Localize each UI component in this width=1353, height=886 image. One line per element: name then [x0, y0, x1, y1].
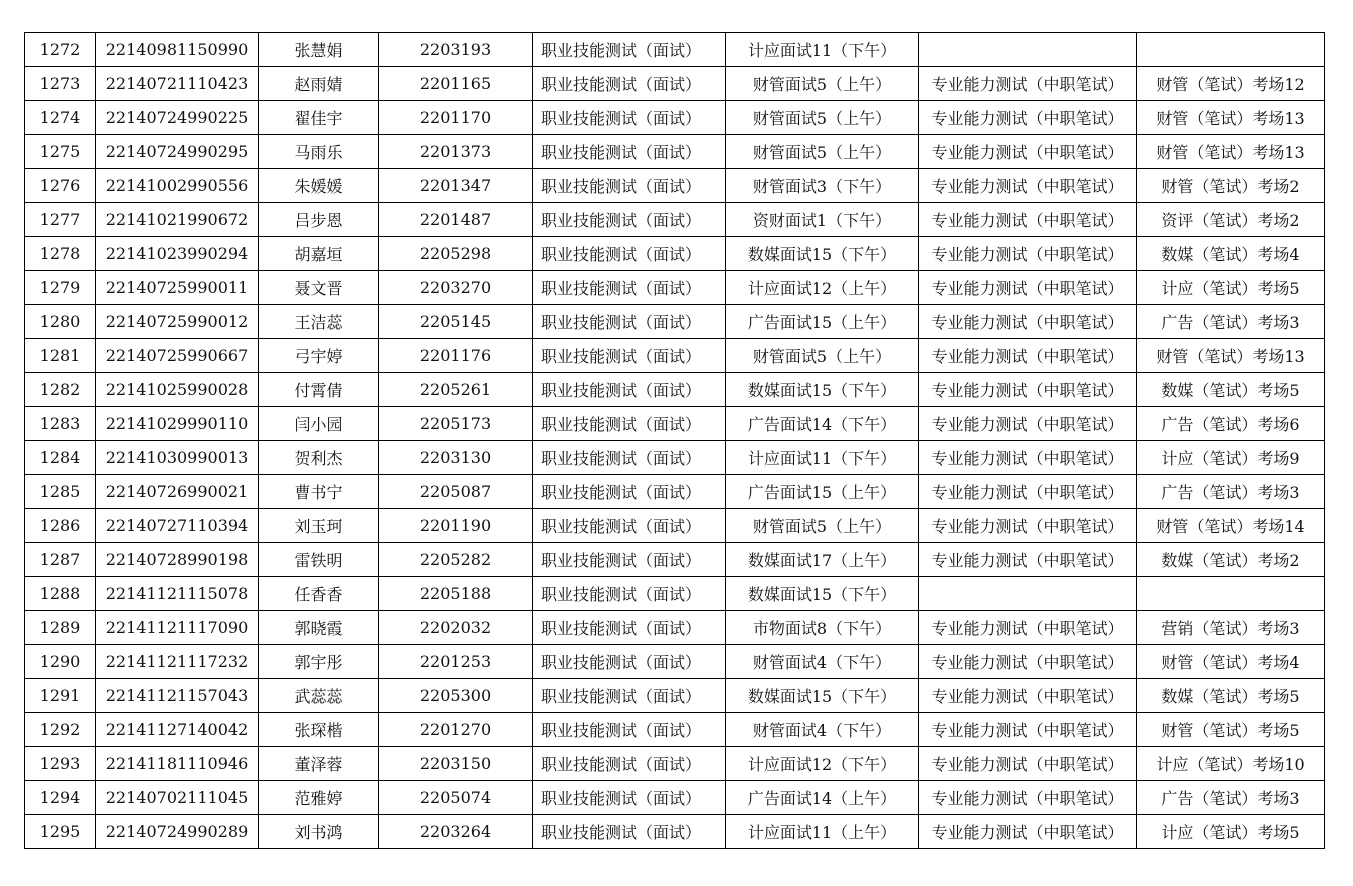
candidate-number-cell: 22140724990225	[96, 101, 259, 135]
seq-cell: 1276	[25, 169, 96, 203]
test2-subject-cell: 专业能力测试（中职笔试）	[919, 135, 1137, 169]
candidate-number-cell: 22141121117090	[96, 611, 259, 645]
name-cell: 武蕊蕊	[259, 679, 379, 713]
table-row	[25, 203, 1325, 237]
test1-room-cell: 数媒面试15（下午）	[726, 577, 919, 611]
test1-room-cell: 财管面试5（上午）	[726, 67, 919, 101]
test2-room-cell: 营销（笔试）考场3	[1137, 611, 1325, 645]
name-cell: 张慧娟	[259, 33, 379, 67]
ticket-number-cell: 2205300	[379, 679, 533, 713]
table-row	[25, 645, 1325, 679]
name-cell: 曹书宁	[259, 475, 379, 509]
table-row	[25, 407, 1325, 441]
test2-room-cell	[1137, 33, 1325, 67]
test2-subject-cell: 专业能力测试（中职笔试）	[919, 237, 1137, 271]
test2-subject-cell	[919, 577, 1137, 611]
test1-subject-cell: 职业技能测试（面试）	[533, 101, 726, 135]
name-cell: 董泽蓉	[259, 747, 379, 781]
candidate-number-cell: 22141030990013	[96, 441, 259, 475]
test2-room-cell: 计应（笔试）考场9	[1137, 441, 1325, 475]
ticket-number-cell: 2203270	[379, 271, 533, 305]
test1-room-cell: 数媒面试15（下午）	[726, 373, 919, 407]
name-cell: 雷铁明	[259, 543, 379, 577]
ticket-number-cell: 2201253	[379, 645, 533, 679]
name-cell: 任香香	[259, 577, 379, 611]
seq-cell: 1288	[25, 577, 96, 611]
test2-room-cell: 财管（笔试）考场13	[1137, 101, 1325, 135]
ticket-number-cell: 2203264	[379, 815, 533, 849]
candidate-number-cell: 22140724990289	[96, 815, 259, 849]
test1-room-cell: 广告面试14（上午）	[726, 781, 919, 815]
table-row	[25, 101, 1325, 135]
seq-cell: 1294	[25, 781, 96, 815]
ticket-number-cell: 2205074	[379, 781, 533, 815]
test1-subject-cell: 职业技能测试（面试）	[533, 169, 726, 203]
test2-room-cell: 财管（笔试）考场13	[1137, 135, 1325, 169]
seq-cell: 1291	[25, 679, 96, 713]
name-cell: 赵雨婧	[259, 67, 379, 101]
ticket-number-cell: 2202032	[379, 611, 533, 645]
test1-room-cell: 市物面试8（下午）	[726, 611, 919, 645]
test1-subject-cell: 职业技能测试（面试）	[533, 509, 726, 543]
ticket-number-cell: 2205145	[379, 305, 533, 339]
test2-room-cell: 财管（笔试）考场14	[1137, 509, 1325, 543]
test1-subject-cell: 职业技能测试（面试）	[533, 305, 726, 339]
candidate-number-cell: 22140981150990	[96, 33, 259, 67]
test2-subject-cell: 专业能力测试（中职笔试）	[919, 543, 1137, 577]
candidate-number-cell: 22140702111045	[96, 781, 259, 815]
candidate-number-cell: 22141021990672	[96, 203, 259, 237]
test2-subject-cell: 专业能力测试（中职笔试）	[919, 679, 1137, 713]
ticket-number-cell: 2205261	[379, 373, 533, 407]
test1-room-cell: 数媒面试17（上午）	[726, 543, 919, 577]
ticket-number-cell: 2205087	[379, 475, 533, 509]
seq-cell: 1284	[25, 441, 96, 475]
table-row	[25, 713, 1325, 747]
test2-room-cell: 广告（笔试）考场3	[1137, 475, 1325, 509]
test1-subject-cell: 职业技能测试（面试）	[533, 135, 726, 169]
candidate-number-cell: 22141023990294	[96, 237, 259, 271]
test2-subject-cell: 专业能力测试（中职笔试）	[919, 169, 1137, 203]
test1-room-cell: 计应面试11（下午）	[726, 33, 919, 67]
candidate-number-cell: 22140724990295	[96, 135, 259, 169]
test2-room-cell: 计应（笔试）考场5	[1137, 271, 1325, 305]
test2-room-cell: 计应（笔试）考场10	[1137, 747, 1325, 781]
test2-room-cell: 数媒（笔试）考场4	[1137, 237, 1325, 271]
seq-cell: 1273	[25, 67, 96, 101]
seq-cell: 1287	[25, 543, 96, 577]
test1-subject-cell: 职业技能测试（面试）	[533, 645, 726, 679]
test2-subject-cell: 专业能力测试（中职笔试）	[919, 441, 1137, 475]
seq-cell: 1282	[25, 373, 96, 407]
name-cell: 聂文晋	[259, 271, 379, 305]
ticket-number-cell: 2201373	[379, 135, 533, 169]
test1-subject-cell: 职业技能测试（面试）	[533, 713, 726, 747]
seq-cell: 1279	[25, 271, 96, 305]
seq-cell: 1278	[25, 237, 96, 271]
candidate-number-cell: 22140725990011	[96, 271, 259, 305]
ticket-number-cell: 2201347	[379, 169, 533, 203]
test2-subject-cell	[919, 33, 1137, 67]
test2-subject-cell: 专业能力测试（中职笔试）	[919, 645, 1137, 679]
name-cell: 刘书鸿	[259, 815, 379, 849]
test2-room-cell: 数媒（笔试）考场2	[1137, 543, 1325, 577]
test2-subject-cell: 专业能力测试（中职笔试）	[919, 407, 1137, 441]
test1-room-cell: 广告面试15（上午）	[726, 305, 919, 339]
test2-subject-cell: 专业能力测试（中职笔试）	[919, 713, 1137, 747]
name-cell: 吕步恩	[259, 203, 379, 237]
test1-subject-cell: 职业技能测试（面试）	[533, 33, 726, 67]
candidate-number-cell: 22140728990198	[96, 543, 259, 577]
table-row	[25, 339, 1325, 373]
candidate-number-cell: 22141181110946	[96, 747, 259, 781]
test1-subject-cell: 职业技能测试（面试）	[533, 543, 726, 577]
name-cell: 王洁蕊	[259, 305, 379, 339]
table-row	[25, 169, 1325, 203]
test2-subject-cell: 专业能力测试（中职笔试）	[919, 611, 1137, 645]
name-cell: 张琛楷	[259, 713, 379, 747]
candidate-number-cell: 22140726990021	[96, 475, 259, 509]
seq-cell: 1274	[25, 101, 96, 135]
test1-room-cell: 财管面试5（上午）	[726, 135, 919, 169]
test1-subject-cell: 职业技能测试（面试）	[533, 67, 726, 101]
ticket-number-cell: 2201270	[379, 713, 533, 747]
seq-cell: 1275	[25, 135, 96, 169]
table-body	[25, 33, 1325, 849]
test2-subject-cell: 专业能力测试（中职笔试）	[919, 339, 1137, 373]
table-row	[25, 815, 1325, 849]
ticket-number-cell: 2201170	[379, 101, 533, 135]
ticket-number-cell: 2201190	[379, 509, 533, 543]
ticket-number-cell: 2205298	[379, 237, 533, 271]
test1-room-cell: 财管面试4（下午）	[726, 645, 919, 679]
table-row	[25, 237, 1325, 271]
name-cell: 郭宇彤	[259, 645, 379, 679]
candidate-number-cell: 22140725990012	[96, 305, 259, 339]
seq-cell: 1295	[25, 815, 96, 849]
ticket-number-cell: 2205173	[379, 407, 533, 441]
seq-cell: 1280	[25, 305, 96, 339]
test2-subject-cell: 专业能力测试（中职笔试）	[919, 305, 1137, 339]
test1-room-cell: 广告面试15（上午）	[726, 475, 919, 509]
test1-room-cell: 计应面试12（下午）	[726, 747, 919, 781]
ticket-number-cell: 2203130	[379, 441, 533, 475]
candidate-number-cell: 22141127140042	[96, 713, 259, 747]
ticket-number-cell: 2205188	[379, 577, 533, 611]
test2-room-cell	[1137, 577, 1325, 611]
candidate-number-cell: 22141002990556	[96, 169, 259, 203]
test1-room-cell: 计应面试11（下午）	[726, 441, 919, 475]
test2-room-cell: 资评（笔试）考场2	[1137, 203, 1325, 237]
ticket-number-cell: 2201176	[379, 339, 533, 373]
test1-room-cell: 计应面试11（上午）	[726, 815, 919, 849]
candidate-number-cell: 22141121115078	[96, 577, 259, 611]
test1-room-cell: 财管面试5（上午）	[726, 339, 919, 373]
table-row	[25, 543, 1325, 577]
test2-room-cell: 财管（笔试）考场12	[1137, 67, 1325, 101]
ticket-number-cell: 2201165	[379, 67, 533, 101]
test2-subject-cell: 专业能力测试（中职笔试）	[919, 509, 1137, 543]
test1-subject-cell: 职业技能测试（面试）	[533, 373, 726, 407]
test2-room-cell: 数媒（笔试）考场5	[1137, 373, 1325, 407]
name-cell: 翟佳宇	[259, 101, 379, 135]
test2-room-cell: 财管（笔试）考场13	[1137, 339, 1325, 373]
name-cell: 弓宇婷	[259, 339, 379, 373]
table-row	[25, 747, 1325, 781]
exam-schedule-table	[24, 32, 1325, 849]
seq-cell: 1286	[25, 509, 96, 543]
name-cell: 郭晓霞	[259, 611, 379, 645]
test1-subject-cell: 职业技能测试（面试）	[533, 781, 726, 815]
seq-cell: 1293	[25, 747, 96, 781]
name-cell: 胡嘉垣	[259, 237, 379, 271]
seq-cell: 1290	[25, 645, 96, 679]
table-row	[25, 475, 1325, 509]
candidate-number-cell: 22141025990028	[96, 373, 259, 407]
test1-room-cell: 计应面试12（上午）	[726, 271, 919, 305]
test1-room-cell: 财管面试5（上午）	[726, 509, 919, 543]
seq-cell: 1277	[25, 203, 96, 237]
test2-subject-cell: 专业能力测试（中职笔试）	[919, 67, 1137, 101]
candidate-number-cell: 22140721110423	[96, 67, 259, 101]
test1-subject-cell: 职业技能测试（面试）	[533, 611, 726, 645]
test1-subject-cell: 职业技能测试（面试）	[533, 577, 726, 611]
test2-room-cell: 财管（笔试）考场4	[1137, 645, 1325, 679]
test1-room-cell: 广告面试14（下午）	[726, 407, 919, 441]
test1-subject-cell: 职业技能测试（面试）	[533, 475, 726, 509]
table-row	[25, 271, 1325, 305]
test2-room-cell: 财管（笔试）考场5	[1137, 713, 1325, 747]
test2-room-cell: 数媒（笔试）考场5	[1137, 679, 1325, 713]
table-row	[25, 509, 1325, 543]
seq-cell: 1289	[25, 611, 96, 645]
name-cell: 闫小园	[259, 407, 379, 441]
name-cell: 马雨乐	[259, 135, 379, 169]
test2-subject-cell: 专业能力测试（中职笔试）	[919, 373, 1137, 407]
name-cell: 刘玉珂	[259, 509, 379, 543]
test1-subject-cell: 职业技能测试（面试）	[533, 407, 726, 441]
test1-room-cell: 数媒面试15（下午）	[726, 679, 919, 713]
test1-subject-cell: 职业技能测试（面试）	[533, 747, 726, 781]
test2-subject-cell: 专业能力测试（中职笔试）	[919, 781, 1137, 815]
seq-cell: 1292	[25, 713, 96, 747]
test2-subject-cell: 专业能力测试（中职笔试）	[919, 203, 1137, 237]
test1-subject-cell: 职业技能测试（面试）	[533, 679, 726, 713]
seq-cell: 1272	[25, 33, 96, 67]
test1-subject-cell: 职业技能测试（面试）	[533, 815, 726, 849]
candidate-number-cell: 22140725990667	[96, 339, 259, 373]
test2-subject-cell: 专业能力测试（中职笔试）	[919, 815, 1137, 849]
ticket-number-cell: 2203193	[379, 33, 533, 67]
test2-room-cell: 广告（笔试）考场3	[1137, 305, 1325, 339]
test2-room-cell: 广告（笔试）考场6	[1137, 407, 1325, 441]
candidate-number-cell: 22141121157043	[96, 679, 259, 713]
seq-cell: 1283	[25, 407, 96, 441]
test2-room-cell: 计应（笔试）考场5	[1137, 815, 1325, 849]
ticket-number-cell: 2205282	[379, 543, 533, 577]
test1-room-cell: 数媒面试15（下午）	[726, 237, 919, 271]
name-cell: 朱媛媛	[259, 169, 379, 203]
table-row	[25, 67, 1325, 101]
test1-room-cell: 财管面试3（下午）	[726, 169, 919, 203]
test1-subject-cell: 职业技能测试（面试）	[533, 271, 726, 305]
table-row	[25, 373, 1325, 407]
candidate-number-cell: 22140727110394	[96, 509, 259, 543]
test2-subject-cell: 专业能力测试（中职笔试）	[919, 271, 1137, 305]
test2-subject-cell: 专业能力测试（中职笔试）	[919, 101, 1137, 135]
test2-room-cell: 财管（笔试）考场2	[1137, 169, 1325, 203]
candidate-number-cell: 22141121117232	[96, 645, 259, 679]
seq-cell: 1281	[25, 339, 96, 373]
table-row	[25, 305, 1325, 339]
name-cell: 付霄倩	[259, 373, 379, 407]
test1-subject-cell: 职业技能测试（面试）	[533, 441, 726, 475]
test1-subject-cell: 职业技能测试（面试）	[533, 237, 726, 271]
test1-room-cell: 资财面试1（下午）	[726, 203, 919, 237]
test1-subject-cell: 职业技能测试（面试）	[533, 339, 726, 373]
test2-room-cell: 广告（笔试）考场3	[1137, 781, 1325, 815]
table-row	[25, 441, 1325, 475]
seq-cell: 1285	[25, 475, 96, 509]
test1-room-cell: 财管面试4（下午）	[726, 713, 919, 747]
test1-subject-cell: 职业技能测试（面试）	[533, 203, 726, 237]
ticket-number-cell: 2201487	[379, 203, 533, 237]
table-row	[25, 781, 1325, 815]
test1-room-cell: 财管面试5（上午）	[726, 101, 919, 135]
test2-subject-cell: 专业能力测试（中职笔试）	[919, 747, 1137, 781]
test2-subject-cell: 专业能力测试（中职笔试）	[919, 475, 1137, 509]
table-row	[25, 135, 1325, 169]
table-row	[25, 679, 1325, 713]
name-cell: 范雅婷	[259, 781, 379, 815]
table-row	[25, 33, 1325, 67]
candidate-number-cell: 22141029990110	[96, 407, 259, 441]
table-row	[25, 611, 1325, 645]
name-cell: 贺利杰	[259, 441, 379, 475]
ticket-number-cell: 2203150	[379, 747, 533, 781]
table-row	[25, 577, 1325, 611]
